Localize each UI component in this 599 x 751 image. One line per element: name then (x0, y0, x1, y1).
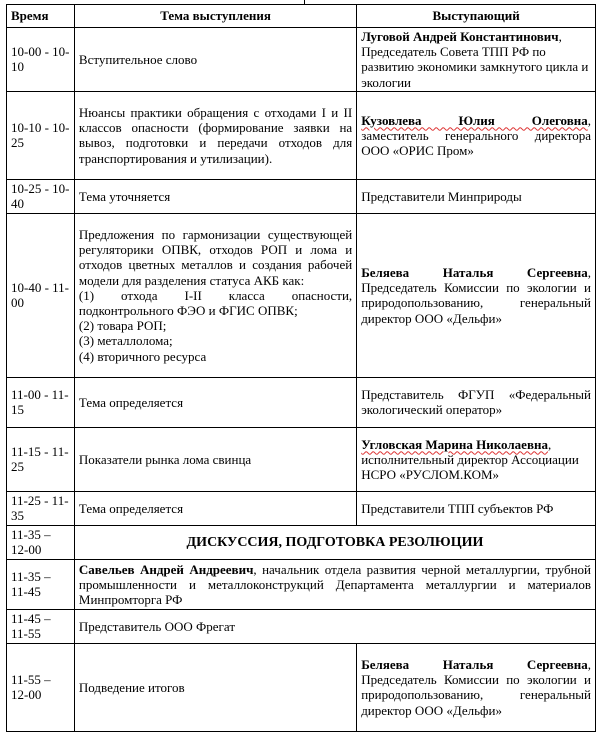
table-row (7, 213, 596, 377)
time-cell: 11-25 - 11-35 (7, 491, 75, 525)
topic-intro: Предложения по гармонизации существующей регуляторики ОПВК, отходов РОП и лома и отходов цветных металлов и создания рабочей модели для разделения статуса АКБ как: (78, 226, 353, 288)
speaker-role: , Председатель Комиссии по экологии и природопользованию, генеральный директор ООО «Дельфи» (361, 264, 591, 326)
time-cell: 10-00 - 10-10 (7, 28, 75, 92)
time-cell: 11-45 – 11-55 (7, 609, 75, 643)
speaker-cell: Представитель ООО Фрегат (74, 609, 595, 643)
table-row (7, 525, 596, 559)
topic-cell: Тема уточняется (74, 179, 356, 213)
time-cell: 11-15 - 11-25 (7, 427, 75, 491)
table-row (7, 377, 596, 427)
time-cell: 10-25 - 10-40 (7, 179, 75, 213)
speaker-cell (357, 427, 596, 491)
speaker-cell: Представители ТПП субъектов РФ (357, 491, 596, 525)
time-cell: 11-35 – 11-45 (7, 559, 75, 609)
table-row (7, 179, 596, 213)
speaker-cell (357, 28, 596, 92)
topic-cell: Вступительное слово (74, 28, 356, 92)
time-cell: 10-40 - 11-00 (7, 213, 75, 377)
topic-cell: Тема определяется (74, 491, 356, 525)
topic-cell (74, 213, 356, 377)
speaker-cell: Представители Минприроды (357, 179, 596, 213)
topic-item: (3) металлолома; (78, 333, 173, 349)
topic-item: (2) товара РОП; (78, 318, 167, 334)
time-cell: 11-35 – 12-00 (7, 525, 75, 559)
header-speaker: Выступающий (357, 5, 596, 28)
speaker-name: Савельев Андрей Андреевич (78, 561, 254, 577)
header-time: Время (7, 5, 75, 28)
topic-cell: Подведение итогов (74, 643, 356, 731)
speaker-name: Луговой Андрей Константинович (361, 29, 559, 44)
speaker-role: , Председатель Совета ТПП РФ по развитию экономики замкнутого цикла и экологии (361, 29, 589, 90)
topic-cell: Нюансы практики обращения с отходами I и II классов опасности (формирование заявки на вывоз, подготовки и передачи отходов для транспортирования и утилизации). (74, 91, 356, 179)
time-cell: 10-10 - 10-25 (7, 91, 75, 179)
table-row (7, 643, 596, 731)
speaker-name: Беляева Наталья Сергеевна (361, 656, 588, 672)
topic-cell: Тема определяется (74, 377, 356, 427)
speaker-name: Кузовлева Юлия Олеговна (361, 112, 588, 128)
header-topic: Тема выступления (74, 5, 356, 28)
time-cell: 11-55 – 12-00 (7, 643, 75, 731)
topic-cell: Показатели рынка лома свинца (74, 427, 356, 491)
discussion-cell: ДИСКУССИЯ, ПОДГОТОВКА РЕЗОЛЮЦИИ (74, 525, 595, 559)
table-row (7, 559, 596, 609)
speaker-cell (357, 643, 596, 731)
speaker-cell (357, 91, 596, 179)
table-row (7, 427, 596, 491)
table-row (7, 91, 596, 179)
speaker-role: , Председатель Комиссии по экологии и природопользованию, генеральный директор ООО «Дельфи» (361, 656, 591, 718)
speaker-name: Беляева Наталья Сергеевна (361, 264, 588, 280)
time-cell: 11-00 - 11-15 (7, 377, 75, 427)
speaker-role: , исполнительный директор Ассоциации НСРО «РУСЛОМ.КОМ» (361, 436, 579, 482)
header-row (7, 5, 596, 28)
speaker-cell: Представитель ФГУП «Федеральный экологический оператор» (357, 377, 596, 427)
speaker-role: , заместитель генерального директора ООО «ОРИС Пром» (361, 112, 591, 158)
program-table (6, 4, 596, 732)
topic-item: (4) вторичного ресурса (78, 348, 207, 364)
speaker-role: , начальник отдела развития черной металлургии, трубной промышленности и металлоконструкций Департамента металлургии и материалов Минпромторга РФ (78, 561, 591, 607)
speaker-cell (357, 213, 596, 377)
topic-item: (1) отхода I-II класса опасности, подконтрольного ФЭО и ФГИС ОПВК; (78, 287, 353, 318)
table-row (7, 609, 596, 643)
table-row (7, 491, 596, 525)
speaker-name: Угловская Марина Николаевна (361, 436, 548, 452)
table-row (7, 28, 596, 92)
speaker-cell (74, 559, 595, 609)
